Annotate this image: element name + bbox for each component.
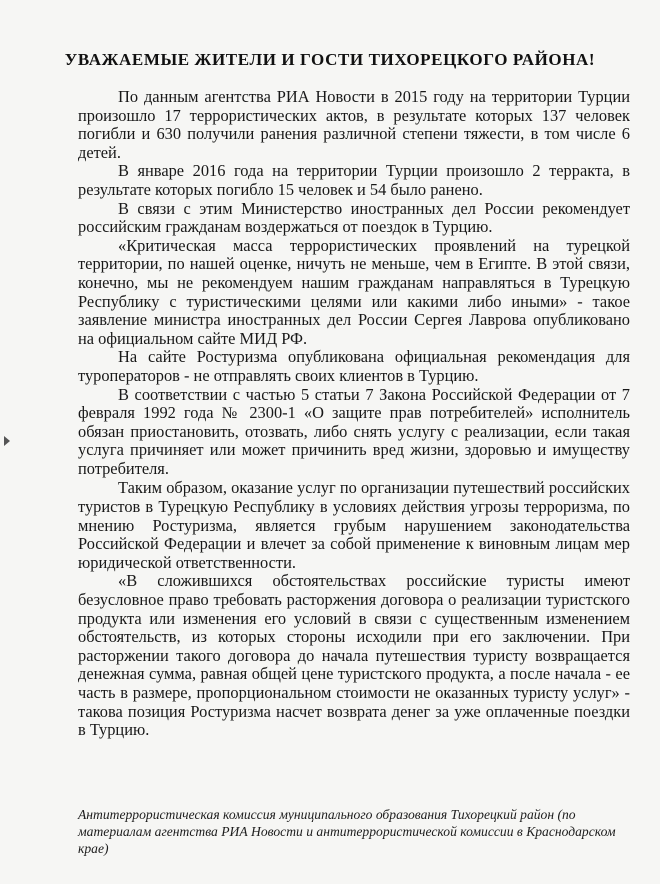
paragraph-turkey-stats-2015: По данным агентства РИА Новости в 2015 году на территории Турции произошло 17 террористических актов, в результате которых 137 человек погибли и 630 получили ранения различной степени тяжести, в том числе 6 детей. xyxy=(78,87,630,162)
paragraph-consumer-law: В соответствии с частью 5 статьи 7 Закона Российской Федерации от 7 февраля 1992 года № 2300-1 «О защите прав потребителей» исполнитель обязан приостановить, отозвать, либо снять услугу с реализации, если такая услуга причиняет или может причинить вред жизни, здоровью и имуществу потребителя. xyxy=(78,384,630,478)
document-title: УВАЖАЕМЫЕ ЖИТЕЛИ И ГОСТИ ТИХОРЕЦКОГО РАЙОНА! xyxy=(64,50,596,69)
document-footer-signature: Антитеррористическая комиссия муниципального образования Тихорецкий район (по материалам агентства РИА Новости и антитеррористической комиссии в Краснодарском крае) xyxy=(78,807,616,856)
paragraph-mfa-recommendation: В связи с этим Министерство иностранных дел России рекомендует российским гражданам воздержаться от поездок в Турцию. xyxy=(78,198,630,237)
paragraph-violation: Таким образом, оказание услуг по организации путешествий российских туристов в Турецкую Республику в условиях действия угрозы терроризма, по мнению Ростуризма, является грубым нарушением законодательства Российской Федерации и влечет за собой применение к виновным лицам мер юридической ответственности. xyxy=(78,478,630,572)
document-body xyxy=(78,88,630,740)
paragraph-january-2016: В январе 2016 года на территории Турции произошло 2 терракта, в результате которых погибло 15 человек и 54 было ранено. xyxy=(78,161,630,199)
paragraph-lavrov-quote: «Критическая масса террористических проявлений на турецкой территории, по нашей оценке, ничуть не меньше, чем в Египте. В этой связи, конечно, мы не рекомендуем нашим гражданам направляться в Турецкую Республику с туристическими целями или какими либо иными» - такое заявление министра иностранных дел России Сергея Лаврова опубликовано на официальном сайте МИД РФ. xyxy=(78,235,630,348)
scan-edge-mark xyxy=(4,436,10,446)
paragraph-tourist-rights: «В сложившихся обстоятельствах российские туристы имеют безусловное право требовать расторжения договора о реализации туристского продукта или изменения его условий в связи с существенным изменением обстоятельств, из которых стороны исходили при его заключении. При расторжении такого договора до начала путешествия туристу возвращается денежная сумма, равная общей цене туристского продукта, а после начала - ее часть в размере, пропорциональном стоимости не оказанных туристу услуг» - такова позиция Ростуризма насчет возврата денег за уже оплаченные поездки в Турцию. xyxy=(78,571,630,740)
paragraph-rosturizm-recommendation: На сайте Ростуризма опубликована официальная рекомендация для туроператоров - не отправлять своих клиентов в Турцию. xyxy=(78,347,630,385)
